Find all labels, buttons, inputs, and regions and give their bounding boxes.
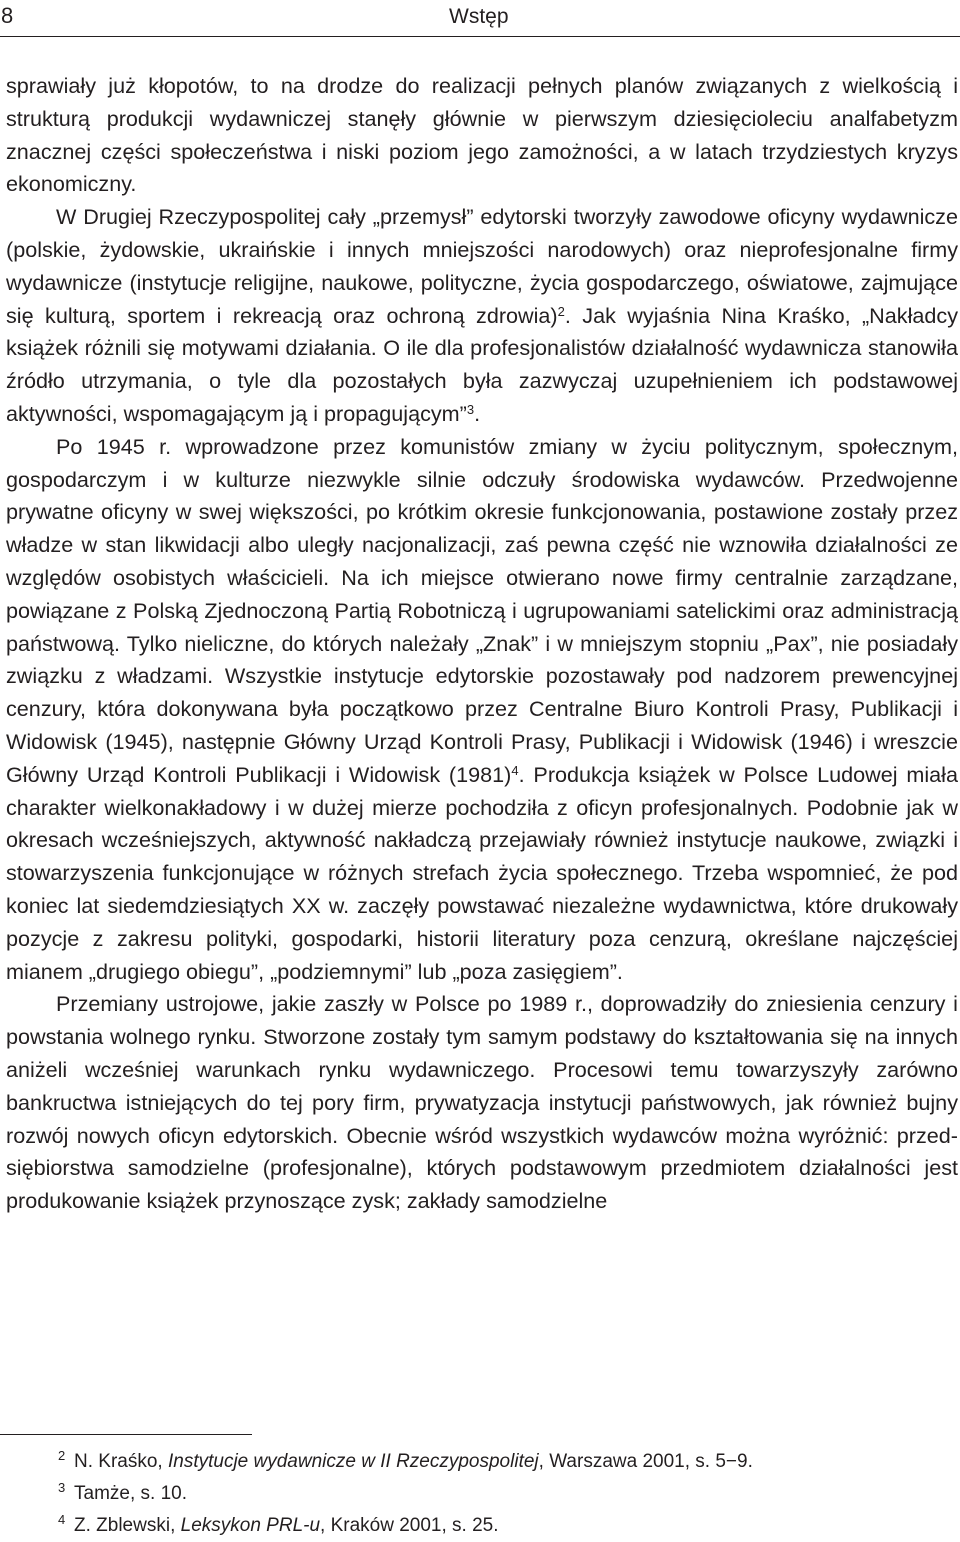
paragraph-3-text-a: Po 1945 r. wprowadzone przez komunistów zmiany w życiu politycznym, społecznym, gospodarczym i w kulturze niezwykle silnie odczuły środowiska wydawców. Przedwojenne prywatne oficyny w swej większości, po krótkim okresie funkcjonowania, postawione zostały przez władze w stan likwidacji albo uległy nacjonalizacji, zaś pewna część nie wznowiła działalności ze względów osobistych właścicieli. Na ich miejsce otwierano nowe firmy centralnie zarządzane, powiązane z Polską Zjednoczoną Partią Robotniczą i ugrupowaniami satelickimi oraz administracją państwową. Tylko nieliczne, do których należały „Znak” i w mniejszym stopniu „Pax”, nie posiadały związku z władzami. Wszystkie instytucje edytorskie pozostawały pod nadzorem prewencyjnej cenzury, która dokonywana była początkowo przez Centralne Biuro Kontroli Prasy, Publikacji i Widowisk (1945), następnie Główny Urząd Kontroli Prasy, Publikacji i Widowisk (1946) i wreszcie Główny Urząd Kontroli Publikacji i Widowisk (1981) — [6, 433, 958, 787]
paragraph-3-text-b: . Produkcja książek w Polsce Ludowej miała charakter wielkonakładowy i w dużej mierze pochodziła z oficyn profesjonalnych. Podobnie jak w okresach wcześniejszych, aktywność nakładczą przejawiały również instytucje naukowe, związki i stowarzyszenia funkcjonujące w różnych strefach życia społecznego. Trzeba wspomnieć, że pod koniec lat siedemdziesiątych XX w. zaczęły powstawać niezależne wydawnictwa, które drukowały pozycje z zakresu polityki, gospodarki, historii literatury poza cenzurą, określane najczęściej mianem „drugiego obiegu”, „podziemnymi” lub „poza zasięgiem”. — [6, 761, 958, 984]
body-text — [6, 70, 958, 1218]
footnote-ref-3: 3 — [466, 401, 475, 417]
footnotes — [0, 1446, 960, 1542]
footnote-number: 4 — [58, 1512, 66, 1527]
footnote-text: Tamże, s. 10. — [74, 1483, 187, 1504]
footnote-details: , Warszawa 2001, s. 5−9. — [538, 1451, 753, 1472]
paragraph-3 — [6, 431, 958, 989]
paragraph-2-text-a: W Drugiej Rzeczypospolitej cały „przemysł” edytorski tworzyły zawodowe oficyny wydawnicze (polskie, żydowskie, ukraińskie i innych mniejszości narodowych) oraz nieprofesjonalne firmy wydawnicze (instytucje religijne, naukowe, polityczne, życia gospodarczego, oświatowe, zajmujące się kulturą, sportem i rekreacją oraz ochroną zdrowia) — [6, 204, 958, 328]
page-number: 8 — [1, 3, 14, 28]
running-head: Wstęp — [449, 5, 509, 28]
footnote — [0, 1446, 960, 1478]
footnote-title: Leksykon PRL-u — [180, 1515, 321, 1536]
footnote-details: , Kraków 2001, s. 25. — [320, 1515, 499, 1536]
footnote-ref-2: 2 — [557, 303, 565, 319]
footnote-number: 2 — [58, 1448, 66, 1463]
paragraph-4-text: Przemiany ustrojowe, jakie zaszły w Polsce po 1989 r., doprowadziły do zniesienia cenzury i powstania wolnego rynku. Stworzone zostały tym samym podstawy do kształtowania się na innych aniżeli wcześniej warunkach rynku wydawniczego. Procesowi temu towarzyszyły zarówno bankructwa istniejących do tej pory firm, prywatyzacja instytucji państwowych, jak również bujny rozwój nowych oficyn edytorskich. Obecnie wśród wszystkich wydawców można wyróżnić: przedsiębiorstwa samodzielne (profesjonalne), których podstawowym przedmiotem działalności jest produkowanie książek przynoszące zysk; zakłady samodzielne — [6, 991, 958, 1214]
paragraph-4 — [6, 988, 958, 1218]
paragraph-1-text: sprawiały już kłopotów, to na drodze do realizacji pełnych planów związanych z wielkością i strukturą produkcji wydawniczej stanęły głównie w pierwszym dziesięcioleciu analfabetyzm znacznej części społeczeństwa i niski poziom jego zamożności, a w latach trzydziestych kryzys ekonomiczny. — [6, 73, 958, 197]
footnote-author: Z. Zblewski, — [74, 1515, 181, 1536]
paragraph-1 — [6, 70, 958, 201]
paragraph-2 — [6, 201, 958, 431]
footnote-number: 3 — [58, 1480, 66, 1495]
footnote-ref-4: 4 — [511, 762, 519, 778]
footnote-author: N. Kraśko, — [74, 1451, 168, 1472]
footnote-separator — [0, 1434, 252, 1435]
page-header — [0, 0, 960, 37]
footnote — [0, 1510, 960, 1542]
paragraph-2-text-c: . — [474, 400, 481, 426]
paragraph-2-text-b: . Jak wyjaśnia Nina Kraśko, „Nakładcy książek różnili się motywami działania. O ile dla profesjonalistów działalność wydawnicza stanowiła źródło utrzymania, o tyle dla pozostałych była zazwyczaj uzupełnieniem ich podstawowej aktywności, wspomagającym ją i propagującym” — [6, 302, 958, 426]
footnote — [0, 1478, 960, 1510]
footnote-title: Instytucje wydawnicze w II Rzeczypospolitej — [167, 1451, 539, 1472]
